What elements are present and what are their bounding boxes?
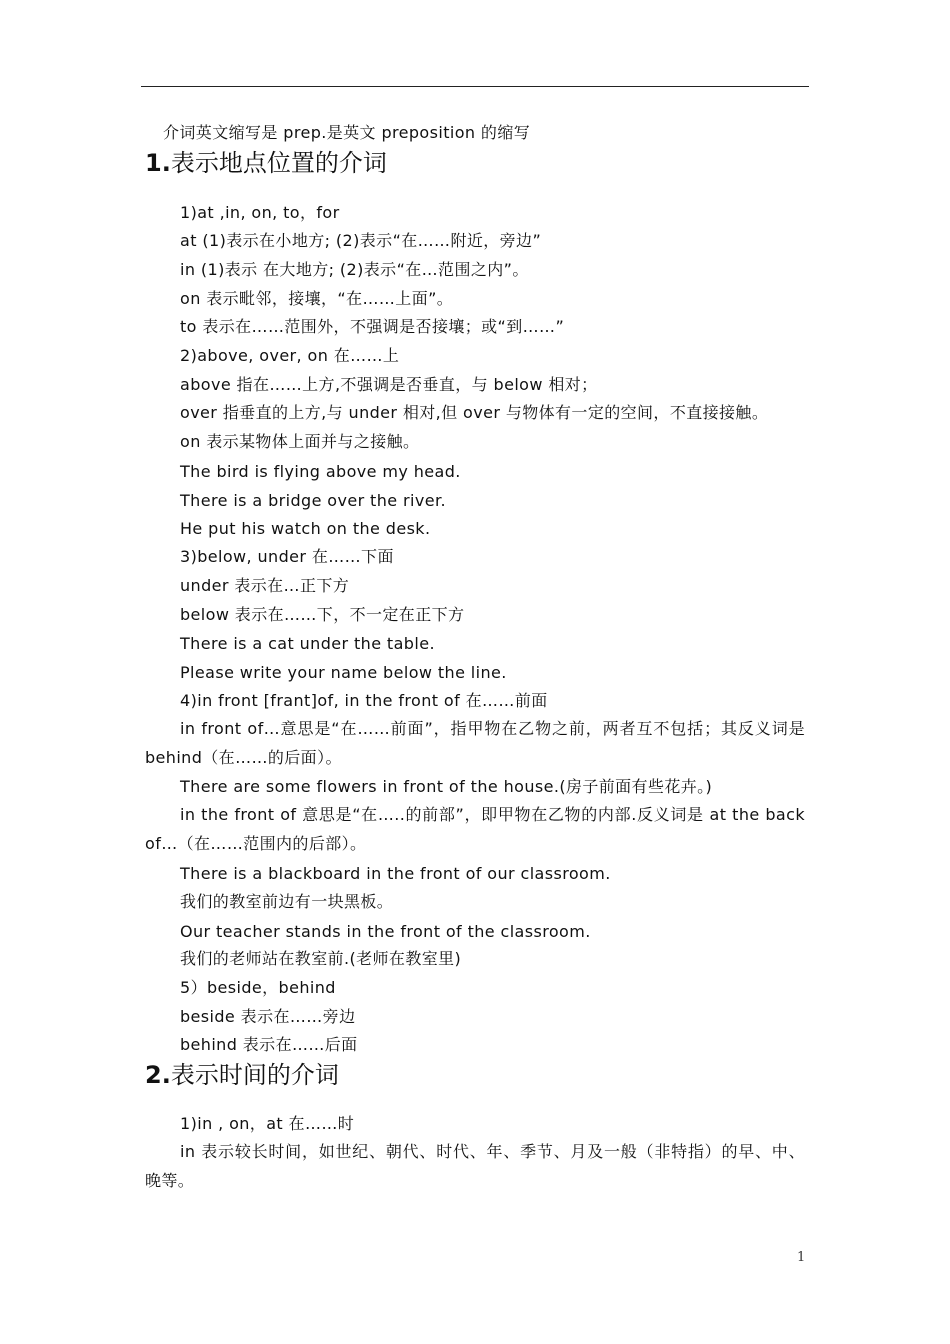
text-line: 5）beside，behind [180, 978, 336, 997]
example-sentence: He put his watch on the desk. [180, 519, 431, 538]
text-line: to 表示在……范围外，不强调是否接壤；或“到……” [180, 317, 565, 336]
paragraph-in-the-front-of: in the front of 意思是“在…..的前部”，即甲物在乙物的内部.反义词是 at the back of…（在……范围内的后部）。 [145, 805, 805, 853]
text-line: 2)above, over, on 在……上 [180, 346, 400, 365]
example-sentence: There is a cat under the table. [180, 634, 435, 653]
paragraph-in-front-of: in front of…意思是“在……前面”，指甲物在乙物之前，两者互不包括；其反义词是 behind（在……的后面）。 [145, 719, 805, 767]
text-line: at (1)表示在小地方; (2)表示“在……附近，旁边” [180, 231, 542, 250]
text-line: above 指在……上方,不强调是否垂直，与 below 相对； [180, 375, 598, 394]
section-2-heading [145, 1061, 339, 1089]
intro-text: 介词英文缩写是 prep.是英文 preposition 的缩写 [163, 123, 531, 142]
paragraph-in-time: in 表示较长时间，如世纪、朝代、时代、年、季节、月及一般（非特指）的早、中、晚等。 [145, 1142, 805, 1190]
text-line: 3)below, under 在……下面 [180, 547, 394, 566]
text-line: in (1)表示 在大地方; (2)表示“在…范围之内”。 [180, 260, 529, 279]
text-line: 1)in , on，at 在……时 [180, 1114, 355, 1133]
text-line: under 表示在…正下方 [180, 576, 350, 595]
section-2-number: 2. [145, 1061, 171, 1089]
page-number: 1 [797, 1250, 806, 1265]
text-line: behind 表示在……后面 [180, 1035, 358, 1054]
text-line: over 指垂直的上方,与 under 相对,但 over 与物体有一定的空间，不直接接触。 [180, 403, 769, 422]
section-1-heading [145, 149, 387, 177]
example-sentence: Our teacher stands in the front of the classroom. [180, 922, 591, 941]
example-sentence: Please write your name below the line. [180, 663, 507, 682]
text-line: 4)in front [frant]of, in the front of 在……前面 [180, 691, 548, 710]
example-sentence: There are some flowers in front of the house.(房子前面有些花卉。) [180, 777, 713, 796]
section-1-title: 表示地点位置的介词 [170, 149, 387, 177]
text-line: below 表示在……下，不一定在正下方 [180, 605, 465, 624]
section-2-title: 表示时间的介词 [170, 1061, 339, 1089]
example-sentence: There is a bridge over the river. [180, 491, 446, 510]
text-line: on 表示某物体上面并与之接触。 [180, 432, 420, 451]
section-1-number: 1. [145, 149, 171, 177]
example-sentence: There is a blackboard in the front of our classroom. [180, 864, 611, 883]
translation-line: 我们的老师站在教室前.(老师在教室里) [180, 949, 462, 968]
header-rule [141, 86, 809, 87]
example-sentence: The bird is flying above my head. [180, 462, 461, 481]
text-line: beside 表示在……旁边 [180, 1007, 356, 1026]
translation-line: 我们的教室前边有一块黑板。 [180, 892, 394, 911]
text-line: on 表示毗邻，接壤，“在……上面”。 [180, 289, 454, 308]
text-line: 1)at ,in, on, to，for [180, 203, 340, 222]
